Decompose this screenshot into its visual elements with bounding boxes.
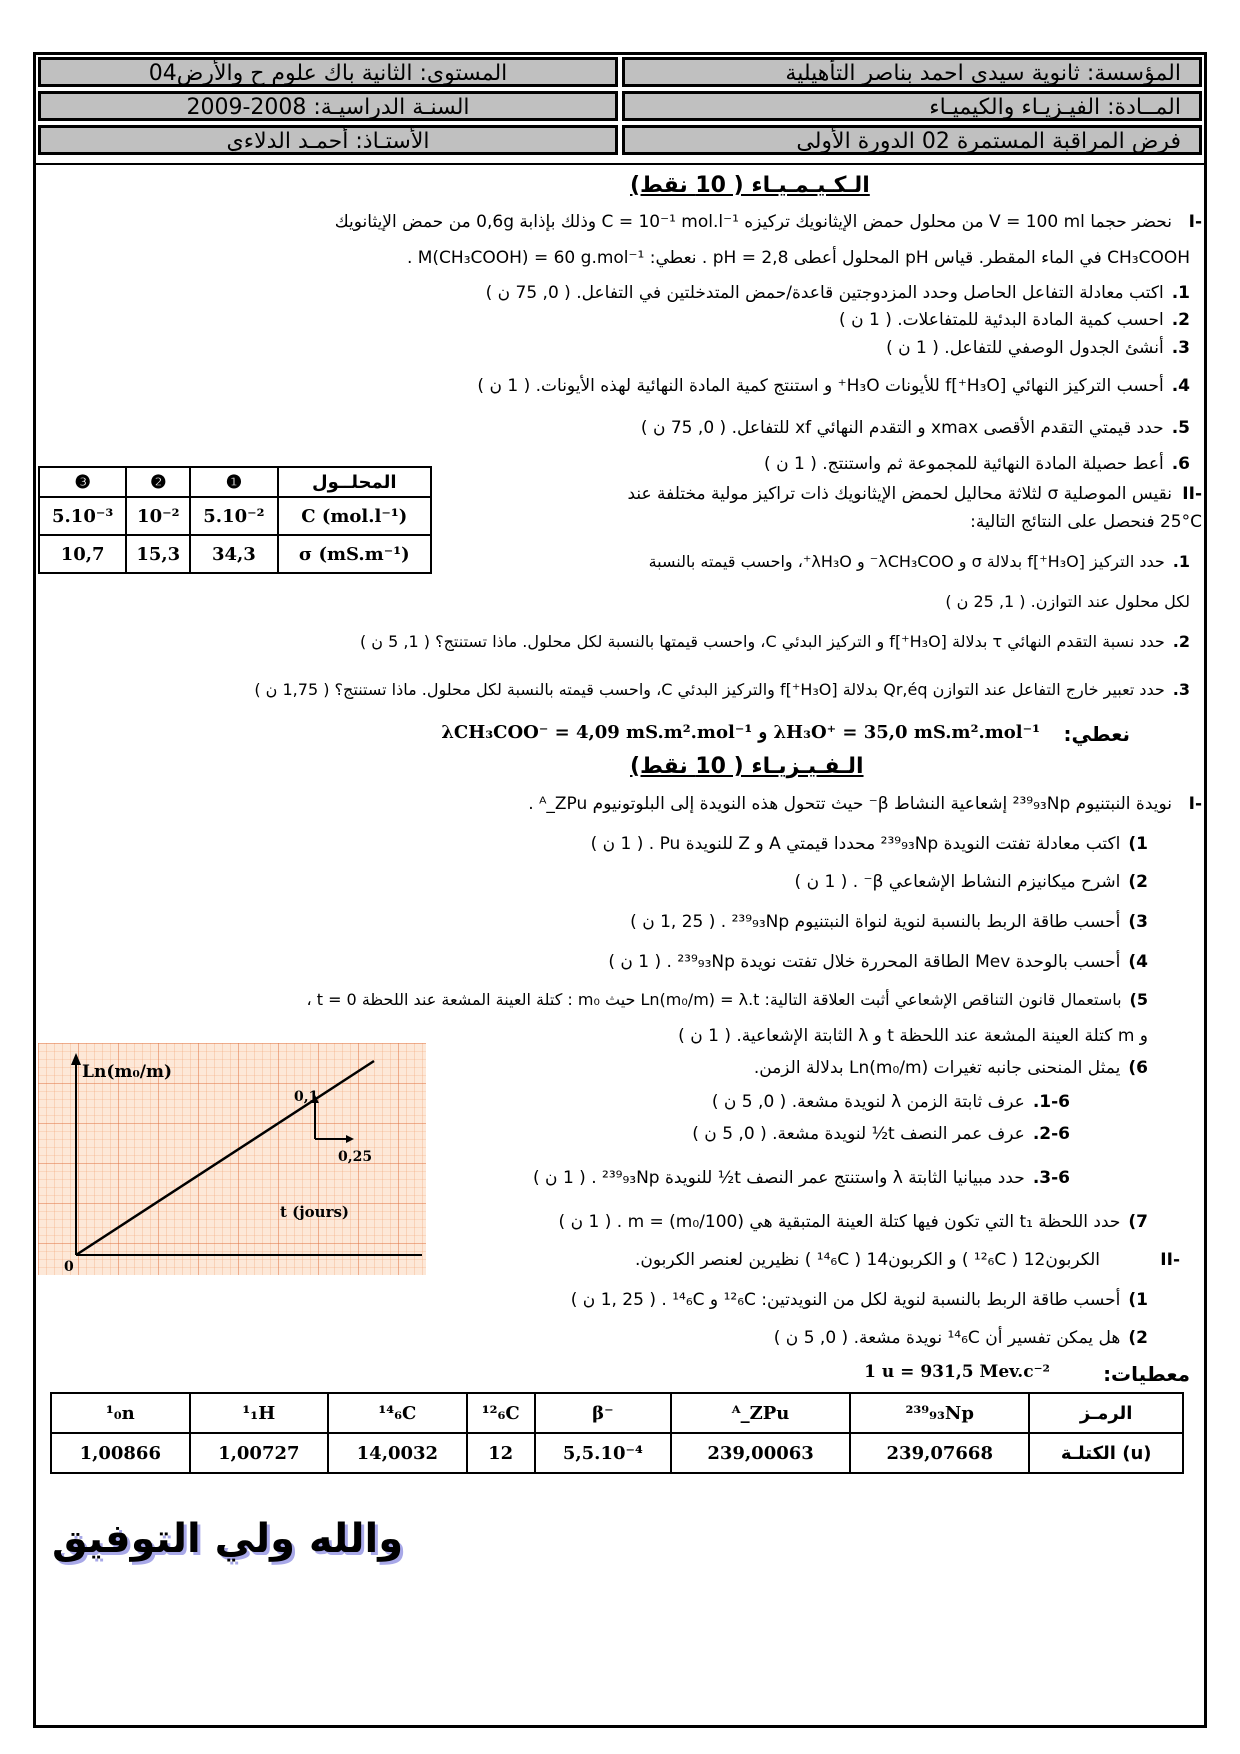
phys-q1: 1)اكتب معادلة تفتت النويدة ²³⁹₉₃Np محددا قيمتي A و Z للنويدة Pu . ( 1 ن ) [590, 834, 1148, 854]
chem-q6: 6.أعط حصيلة المادة النهائية للمجموعة ثم واستنتج. ( 1 ن ) [764, 454, 1190, 474]
chem-table-s2: 34,3 [190, 535, 277, 573]
phys-q5a: 5)باستعمال قانون التناقص الإشعاعي أثبت العلاقة التالية: Ln(m₀/m) = λ.t حيث m₀ : كتلة العينة المشعة عند اللحظة t = 0 ، [306, 990, 1148, 1009]
num-s63: 3-6. [1032, 1168, 1070, 1188]
mass-val-5: 239,00063 [671, 1433, 850, 1473]
num-II-d1: 1. [1172, 552, 1190, 571]
phys-II-intro: الكربون12 ( ¹²₆C ) و الكربون14 ( ¹⁴₆C ) نظيرين لعنصر الكربون. [634, 1250, 1100, 1270]
num-d6: 6. [1171, 454, 1190, 474]
header-subject: المــادة: الفيـزيـاء والكيميـاء [622, 91, 1202, 121]
num-II-d3: 3. [1172, 680, 1190, 699]
mass-sym-0: ¹₀n [51, 1393, 190, 1433]
phys-q63: 3-6.حدد مبيانيا الثابتة λ واستنتج عمر النصف t½ للنويدة ²³⁹₉₃Np . ( 1 ن ) [533, 1168, 1070, 1188]
header-exam: فرض المراقبة المستمرة 02 الدورة الأولى [622, 125, 1202, 155]
mass-sym-5: ᴬ_ZPu [671, 1393, 850, 1433]
num-s61: 1-6. [1032, 1092, 1070, 1112]
num-s62: 2-6. [1032, 1124, 1070, 1144]
phys-II-q2: 2)هل يمكن تفسير أن ¹⁴₆C نويدة مشعة. ( 0, 5 ن ) [773, 1328, 1148, 1348]
chem-table-s3: σ (mS.m⁻¹) [278, 535, 431, 573]
mass-sym-2: ¹⁴₆C [328, 1393, 467, 1433]
phys-q6: 6)يمثل المنحنى جانبه تغيرات Ln(m₀/m) بدلالة الزمن. [753, 1058, 1148, 1078]
mass-sym-3: ¹²₆C [467, 1393, 535, 1433]
phys-data-label: معطيات: [1103, 1362, 1190, 1386]
num-p2: 2) [1128, 872, 1148, 892]
phys-title: الـفـيـزيـاء ( 10 نقط) [630, 754, 864, 779]
chem-table-c1: 10⁻² [126, 497, 190, 535]
graph-origin: 0 [64, 1259, 74, 1275]
num-p5: 5) [1129, 990, 1148, 1009]
mass-val-3: 12 [467, 1433, 535, 1473]
graph-yscale: 0,1 [294, 1089, 319, 1105]
phys-q5b: و m كتلة العينة المشعة عند اللحظة t و λ الثابتة الإشعاعية. ( 1 ن ) [678, 1026, 1148, 1046]
phys-II-q1: 1)أحسب طاقة الربط بالنسبة لنوية لكل من النويدتين: ¹²₆C و ¹⁴₆C . ( 1, 25 ن ) [570, 1290, 1148, 1310]
num-p4: 4) [1128, 952, 1148, 972]
chem-q3: 3.أنشئ الجدول الوصفي للتفاعل. ( 1 ن ) [886, 338, 1190, 358]
chem-table-c2: 5.10⁻² [190, 497, 277, 535]
ln-mass-graph [38, 1043, 426, 1275]
chem-II-q1b: لكل محلول عند التوازن. ( 1, 25 ن ) [945, 592, 1190, 611]
num-d3: 3. [1171, 338, 1190, 358]
header-year: السنـة الدراسيـة: 2008-2009 [38, 91, 618, 121]
mass-val-1: 1,00727 [190, 1433, 329, 1473]
phys-II-label: -II [1160, 1250, 1180, 1270]
num-p7: 7) [1128, 1212, 1148, 1232]
chem-table-h3: المحلــول [278, 467, 431, 497]
phys-data-u: 1 u = 931,5 Mev.c⁻² [864, 1362, 1050, 1382]
chem-conductivity-table [38, 466, 432, 574]
num-d2: 2. [1171, 310, 1190, 330]
chem-II-q3: 3.حدد تعبير خارج التفاعل عند التوازن Qr,éq بدلالة [H₃O⁺]f والتركيز البدئي C، واحسب قيمته بالنسبة لكل محلول. ماذا تستنتج؟ ( 1,75 ن ) [254, 680, 1190, 699]
chem-q4: 4.أحسب التركيز النهائي [H₃O⁺]f للأيونات H₃O⁺ و استنتج كمية المادة النهائية لهذه الأيونات. ( 1 ن ) [477, 376, 1190, 396]
chem-given-label: نعطي: [1063, 722, 1130, 746]
num-p6: 6) [1128, 1058, 1148, 1078]
closing-text: والله ولي التوفيق [52, 1516, 404, 1562]
chem-table-h1: ❷ [126, 467, 190, 497]
phys-q2: 2)اشرح ميكانيزم النشاط الإشعاعي β⁻ . ( 1 ن ) [794, 872, 1148, 892]
chem-q2: 2.احسب كمية المادة البدئية للمتفاعلات. ( 1 ن ) [839, 310, 1190, 330]
mass-val-4: 5,5.10⁻⁴ [535, 1433, 671, 1473]
mass-val-2: 14,0032 [328, 1433, 467, 1473]
graph-ylabel: Ln(m₀/m) [82, 1062, 173, 1082]
phys-q7: 7)حدد اللحظة t₁ التي تكون فيها كتلة العينة المتبقية هي m = (m₀/100) . ( 1 ن ) [558, 1212, 1148, 1232]
phys-mass-table [50, 1392, 1184, 1474]
num-d1: 1. [1171, 283, 1190, 303]
num-II-p2: 2) [1128, 1328, 1148, 1348]
header-teacher: الأستـاذ: أحمـد الدلاءي [38, 125, 618, 155]
header-school: المؤسسة: ثانوية سيدي احمد بناصر التأهيلية [622, 57, 1202, 87]
phys-q61: 1-6.عرف ثابتة الزمن λ لنويدة مشعة. ( 0, 5 ن ) [711, 1092, 1070, 1112]
chem-II-text-2: 25°C فنحصل على النتائج التالية: [970, 512, 1202, 532]
num-II-d2: 2. [1172, 632, 1190, 651]
phys-q4: 4)أحسب بالوحدة Mev الطاقة المحررة خلال تفتت نويدة ²³⁹₉₃Np . ( 1 ن ) [608, 952, 1148, 972]
mass-val-0: 1,00866 [51, 1433, 190, 1473]
header-separator [36, 163, 1204, 165]
chem-II-text-1: نقيس الموصلية σ لثلاثة محاليل لحمض الإيثانويك ذات تراكيز مولية مختلفة عند [627, 484, 1172, 504]
phys-I-label: -I [1188, 794, 1202, 814]
chem-given-values: λCH₃COO⁻ = 4,09 mS.m².mol⁻¹ و λH₃O⁺ = 35,0 mS.m².mol⁻¹ [441, 722, 1040, 743]
chem-table-c0: 5.10⁻³ [39, 497, 126, 535]
num-p3: 3) [1128, 912, 1148, 932]
num-II-p1: 1) [1128, 1290, 1148, 1310]
chem-table-c3: C (mol.l⁻¹) [278, 497, 431, 535]
phys-intro: نويدة النبتنيوم ²³⁹₉₃Np إشعاعية النشاط β⁻ حيث تتحول هذه النويدة إلى البلوتونيوم ᴬ_ZPu . [528, 794, 1172, 814]
mass-sym-6: ²³⁹₉₃Np [850, 1393, 1029, 1433]
chem-q5: 5.حدد قيمتي التقدم الأقصى xmax و التقدم النهائي xf للتفاعل. ( 0, 75 ن ) [640, 418, 1190, 438]
mass-sym-4: β⁻ [535, 1393, 671, 1433]
chem-table-s1: 15,3 [126, 535, 190, 573]
mass-val-7: الكتلـة (u) [1029, 1433, 1183, 1473]
chem-table-h0: ❸ [39, 467, 126, 497]
mass-sym-7: الرمـز [1029, 1393, 1183, 1433]
chem-title: الـكـيـمـيـاء ( 10 نقط) [630, 173, 870, 198]
header [36, 55, 1204, 157]
mass-sym-1: ¹₁H [190, 1393, 329, 1433]
graph-xlabel: t (jours) [280, 1203, 350, 1221]
mass-val-6: 239,07668 [850, 1433, 1029, 1473]
chem-intro-2: CH₃COOH في الماء المقطر. قياس pH المحلول أعطى pH = 2,8 . نعطي: M(CH₃COOH) = 60 g.mol⁻¹ . [406, 248, 1190, 268]
graph-xscale: 0,25 [338, 1149, 373, 1165]
chem-table-h2: ❶ [190, 467, 277, 497]
chem-q1: 1.اكتب معادلة التفاعل الحاصل وحدد المزدوجتين قاعدة/حمض المتدخلتين في التفاعل. ( 0, 75 ن ) [485, 283, 1190, 303]
chem-II-q1a: 1.حدد التركيز [H₃O⁺]f بدلالة σ و λCH₃COO⁻ و λH₃O⁺، واحسب قيمته بالنسبة [648, 552, 1190, 571]
chem-table-s0: 10,7 [39, 535, 126, 573]
num-d4: 4. [1171, 376, 1190, 396]
num-d5: 5. [1171, 418, 1190, 438]
num-p1: 1) [1128, 834, 1148, 854]
phys-q3: 3)أحسب طاقة الربط بالنسبة لنوية لنواة النبتنيوم ²³⁹₉₃Np . ( 1, 25 ن ) [630, 912, 1148, 932]
chem-I-label: -I [1188, 212, 1202, 232]
chem-intro-1: نحضر حجما V = 100 ml من محلول حمض الإيثانويك تركيزه C = 10⁻¹ mol.l⁻¹ وذلك بإذابة 0,6g من حمض الإيثانويك [334, 212, 1172, 232]
header-level: المستوى: الثانية باك علوم ح والأرض04 [38, 57, 618, 87]
chem-II-q2: 2.حدد نسبة التقدم النهائي τ بدلالة [H₃O⁺]f و التركيز البدئي C، واحسب قيمتها بالنسبة لكل محلول. ماذا تستنتج؟ ( 1, 5 ن ) [359, 632, 1190, 651]
phys-q62: 2-6.عرف عمر النصف t½ لنويدة مشعة. ( 0, 5 ن ) [692, 1124, 1070, 1144]
chem-II-label: -II [1182, 484, 1202, 504]
